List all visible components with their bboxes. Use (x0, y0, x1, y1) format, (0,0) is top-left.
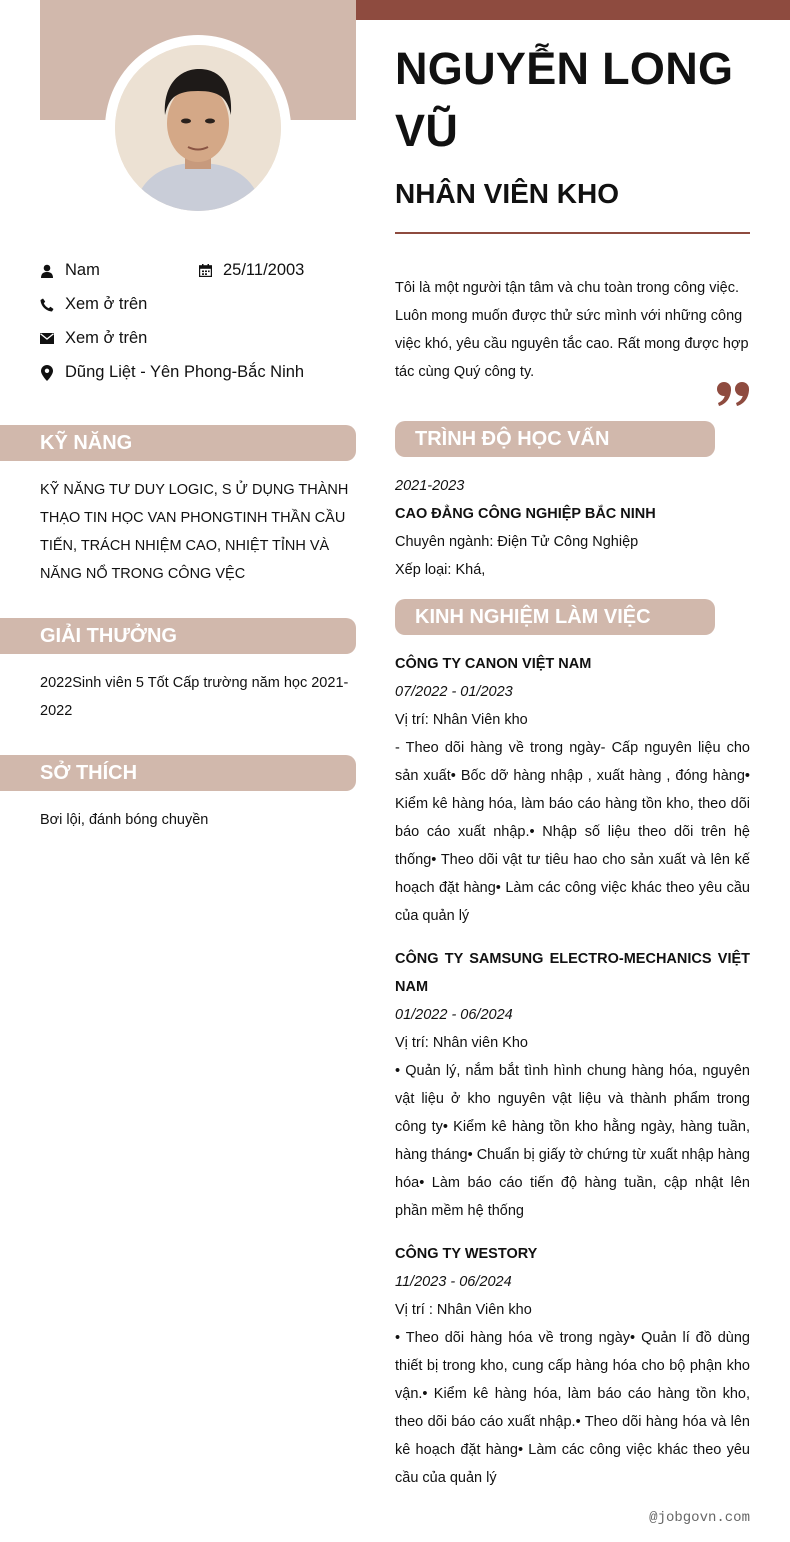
education-grade: Xếp loại: Khá, (395, 562, 486, 578)
quote-icon (716, 380, 752, 408)
job-description: - Theo dõi hàng về trong ngày- Cấp nguyên liệu cho sản xuất• Bốc dỡ hàng nhập , xuất hàng , đóng hàng• Kiểm kê hàng hóa, làm báo cáo hàng tồn kho, theo dõi báo cáo xuất nhập.• Nhập số liệu theo dõi trên hệ thống• Theo dõi vật tư tiêu hao cho sản xuất và lên kế hoạch đặt hàng• Làm các công việc khác theo yêu cầu của quản lý (395, 740, 750, 924)
job-company: CÔNG TY SAMSUNG ELECTRO-MECHANICS VIỆT NAM (395, 951, 750, 995)
top-accent-bar (356, 0, 790, 20)
envelope-icon (40, 331, 54, 347)
birthday-row (198, 261, 304, 280)
address-value: Dũng Liệt - Yên Phong-Bắc Ninh (65, 363, 305, 381)
phone-value[interactable]: Xem ở trên (65, 295, 148, 313)
awards-text: 2022Sinh viên 5 Tốt Cấp trường năm học 2021-2022 (40, 675, 349, 719)
experience-heading: KINH NGHIỆM LÀM VIỆC (395, 599, 715, 635)
hobbies-text: Bơi lội, đánh bóng chuyền (40, 812, 209, 828)
about-text: Tôi là một người tận tâm và chu toàn trong công việc. Luôn mong muốn được thử sức mình với những công việc khó, yêu cầu nguyên tắc cao. Rất mong được hợp tác cùng Quý công ty. (395, 280, 749, 380)
location-pin-icon (40, 365, 54, 381)
education-heading: TRÌNH ĐỘ HỌC VẤN (395, 421, 715, 457)
job-description: • Theo dõi hàng hóa về trong ngày• Quản lí đồ dùng thiết bị trong kho, cung cấp hàng hóa cho bộ phận kho vận.• Kiểm kê hàng hóa, làm báo cáo hàng tồn kho, theo dõi báo cáo xuất nhập.• Theo dõi hàng hóa và lên kê hoạch đặt hàng• Làm các công việc khác theo yêu cầu của quản lý (395, 1330, 750, 1486)
email-value[interactable]: Xem ở trên (65, 329, 148, 347)
education-period: 2021-2023 (395, 478, 465, 494)
awards-heading: GIẢI THƯỞNG (0, 618, 356, 654)
phone-row (40, 295, 147, 314)
job-company: CÔNG TY CANON VIỆT NAM (395, 656, 592, 672)
gender-value: Nam (65, 261, 100, 279)
job-description: • Quản lý, nắm bắt tình hình chung hàng hóa, nguyên vật liệu ở kho nguyên vật liệu và thành phẩm trong công ty• Kiểm kê hàng tồn kho hằng ngày, hàng tuần, hàng tháng• Chuẩn bị giấy tờ chứng từ xuất nhập hàng hóa• Làm báo cáo tiến độ hàng tuần, cập nhật lên phần mềm hệ thống (395, 1063, 750, 1219)
education-major: Chuyên ngành: Điện Tử Công Nghiệp (395, 534, 639, 550)
job-company: CÔNG TY WESTORY (395, 1246, 538, 1262)
candidate-name: NGUYỄN LONG VŨ (395, 43, 734, 156)
avatar (115, 45, 281, 211)
skills-text: KỸ NĂNG TƯ DUY LOGIC, S Ử DỤNG THÀNH THẠO TIN HỌC VAN PHONGTINH THẦN CẦU TIẾN, TRÁCH NHIỆM CAO, NHIỆT TỈNH VÀ NĂNG NỔ TRONG CÔNG VỆC (40, 482, 349, 582)
job-title: NHÂN VIÊN KHO (395, 178, 620, 209)
person-icon (40, 263, 54, 279)
gender-row (40, 261, 100, 280)
avatar-portrait-image (115, 45, 281, 211)
job-period: 07/2022 - 01/2023 (395, 684, 513, 700)
phone-icon (40, 297, 54, 313)
job-period: 11/2023 - 06/2024 (395, 1274, 512, 1290)
skills-heading: KỸ NĂNG (0, 425, 356, 461)
calendar-icon (198, 263, 212, 279)
job-position: Vị trí : Nhân Viên kho (395, 1302, 532, 1318)
hobbies-heading: SỞ THÍCH (0, 755, 356, 791)
address-row (40, 363, 304, 382)
title-divider (395, 232, 750, 234)
job-position: Vị trí: Nhân Viên kho (395, 712, 528, 728)
email-row (40, 329, 147, 348)
birthday-value: 25/11/2003 (223, 261, 305, 279)
job-period: 01/2022 - 06/2024 (395, 1007, 513, 1023)
education-school: CAO ĐẲNG CÔNG NGHIỆP BẮC NINH (395, 506, 656, 522)
job-position: Vị trí: Nhân viên Kho (395, 1035, 528, 1051)
footer-watermark: @jobgovn.com (649, 1510, 750, 1526)
